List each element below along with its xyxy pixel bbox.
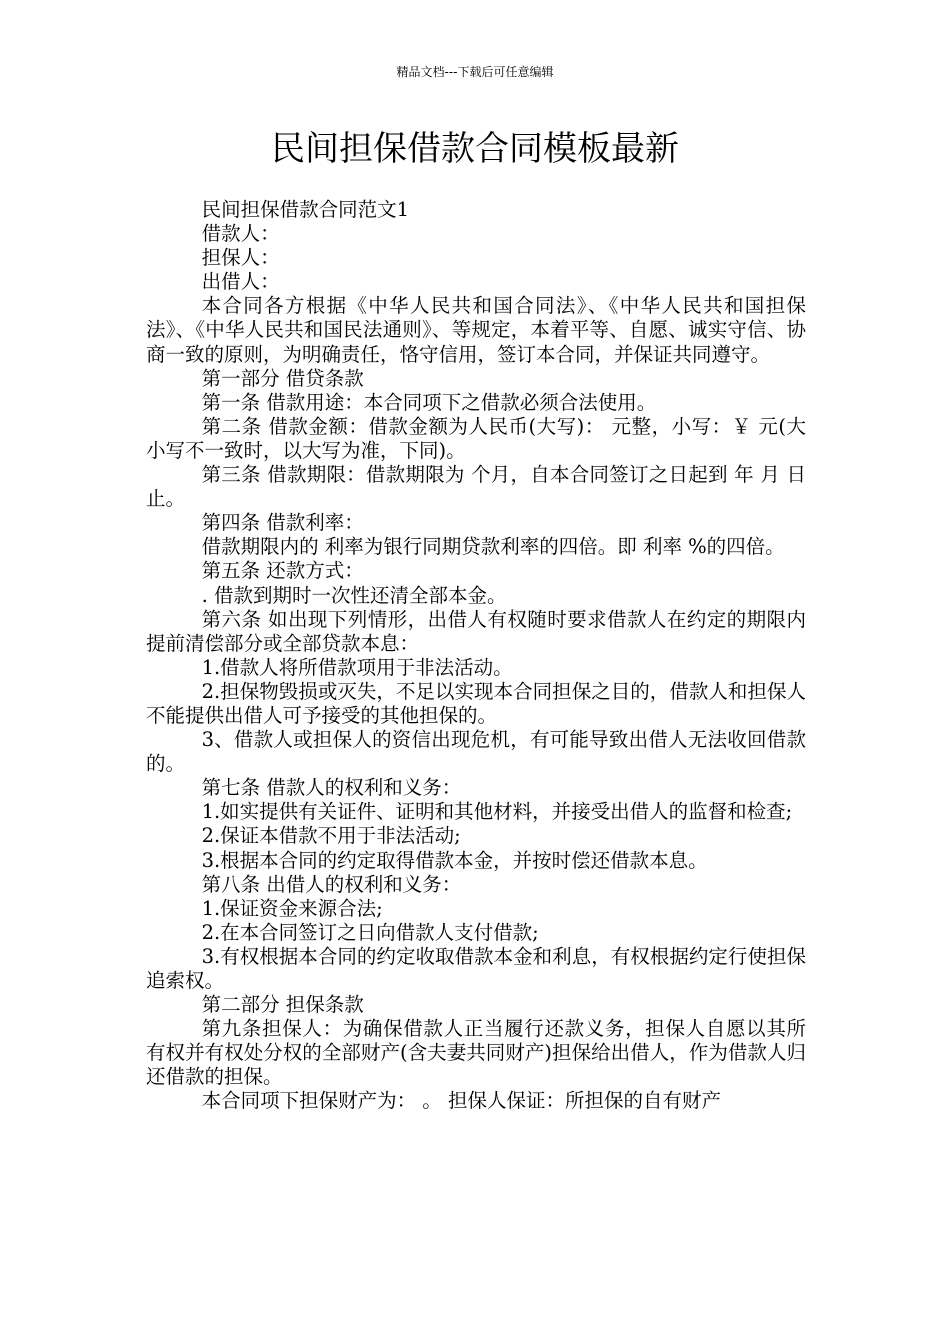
article-5: 第五条 还款方式： <box>201 559 364 583</box>
article-7: 第七条 借款人的权利和义务： <box>201 776 462 800</box>
article-5-content: . 借款到期时一次性还清全部本金。 <box>201 583 507 607</box>
article-2: 第二条 借款金额：借款金额为人民币(大写)： 元整，小写：￥ 元(大小写不一致时，以大写为准，下同)。 <box>146 414 806 462</box>
page-header-note: 精品文档---下载后可任意编辑 <box>396 65 554 79</box>
section-heading-part-two: 第二部分 担保条款 <box>201 993 364 1017</box>
article-6-item-2: 2.担保物毁损或灭失，不足以实现本合同担保之目的，借款人和担保人不能提供出借人可予接受的其他担保的。 <box>146 679 806 727</box>
section-heading-part-one: 第一部分 借贷条款 <box>201 366 364 390</box>
article-8-item-2: 2.在本合同签订之日向借款人支付借款; <box>201 920 539 944</box>
article-6: 第六条 如出现下列情形，出借人有权随时要求借款人在约定的期限内提前清偿部分或全部贷款本息： <box>146 607 806 655</box>
paragraph-contract-heading: 民间担保借款合同范文1 <box>201 198 409 221</box>
article-8-item-3: 3.有权根据本合同的约定收取借款本金和利息，有权根据约定行使担保追索权。 <box>146 944 806 992</box>
article-6-item-3: 3、借款人或担保人的资信出现危机，有可能导致出借人无法收回借款的。 <box>146 728 806 776</box>
paragraph-preamble: 本合同各方根据《中华人民共和国合同法》、《中华人民共和国担保法》、《中华人民共和国民法通则》、等规定，本着平等、自愿、诚实守信、协商一致的原则，为明确责任，恪守信用，签订本合同，并保证共同遵守。 <box>146 294 806 366</box>
paragraph-guarantee-property: 本合同项下担保财产为： 。 担保人保证：所担保的自有财产 <box>201 1089 721 1113</box>
article-4: 第四条 借款利率： <box>201 511 364 535</box>
article-6-item-1: 1.借款人将所借款项用于非法活动。 <box>201 655 513 679</box>
document-body <box>146 198 806 1114</box>
article-7-item-2: 2.保证本借款不用于非法活动; <box>201 824 461 848</box>
paragraph-borrower: 借款人： <box>201 222 280 246</box>
article-9: 第九条担保人：为确保借款人正当履行还款义务，担保人自愿以其所有权并有权处分权的全部财产(含夫妻共同财产)担保给出借人，作为借款人归还借款的担保。 <box>146 1017 806 1089</box>
article-8: 第八条 出借人的权利和义务： <box>201 872 462 896</box>
article-3: 第三条 借款期限：借款期限为 个月，自本合同签订之日起到 年 月 日止。 <box>146 463 806 511</box>
article-1: 第一条 借款用途：本合同项下之借款必须合法使用。 <box>201 390 657 414</box>
article-8-item-1: 1.保证资金来源合法; <box>201 896 383 920</box>
article-4-content: 借款期限内的 利率为银行同期贷款利率的四倍。即 利率 %的四倍。 <box>201 535 785 559</box>
paragraph-guarantor: 担保人： <box>201 246 280 270</box>
document-title: 民间担保借款合同模板最新 <box>271 129 679 169</box>
article-7-item-3: 3.根据本合同的约定取得借款本金，并按时偿还借款本息。 <box>201 848 708 872</box>
paragraph-lender: 出借人： <box>201 270 280 294</box>
article-7-item-1: 1.如实提供有关证件、证明和其他材料，并接受出借人的监督和检查; <box>201 800 793 824</box>
